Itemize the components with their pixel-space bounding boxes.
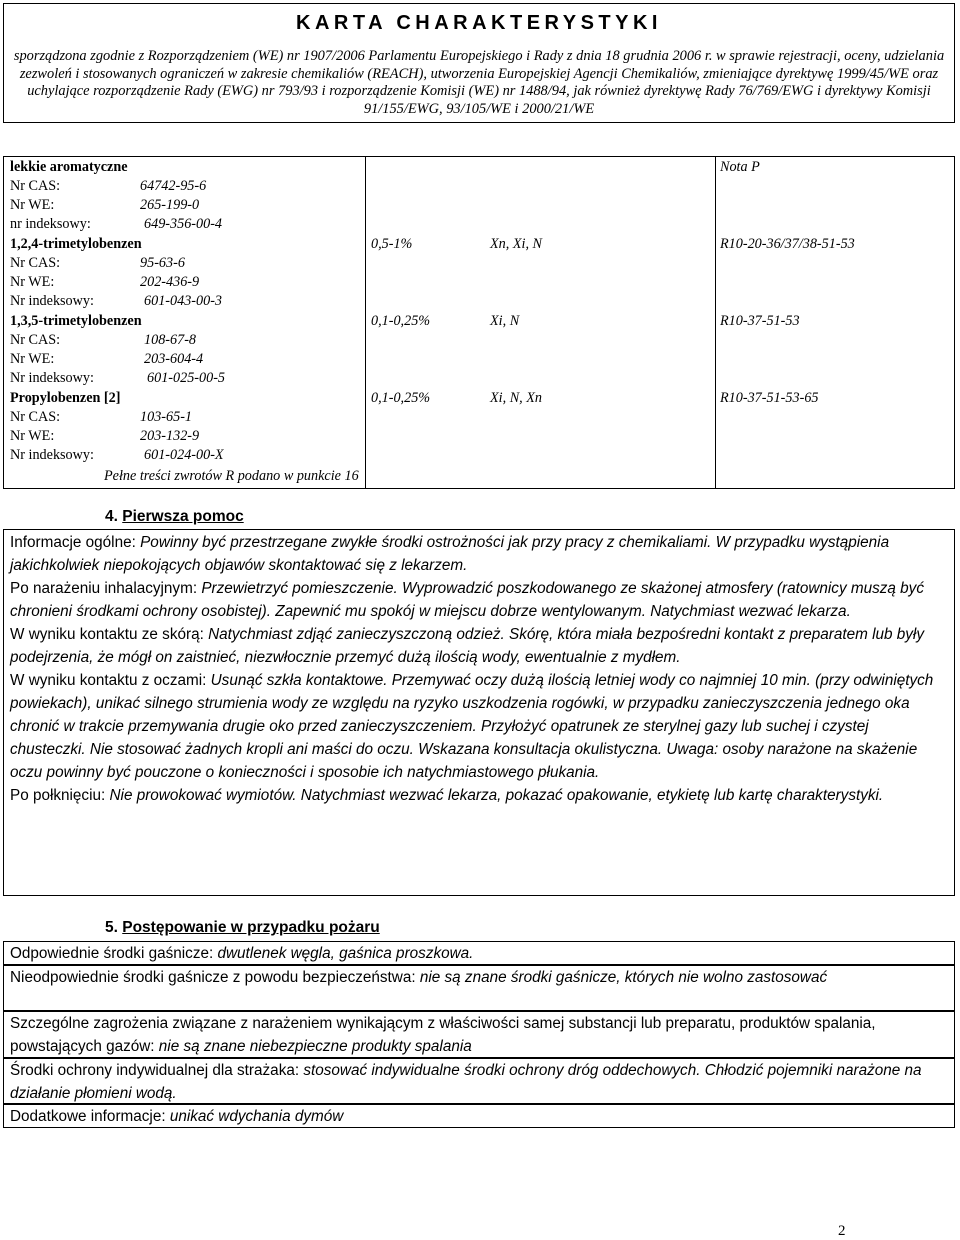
first-aid-eyes-label: W wyniku kontaktu z oczami: [10, 672, 211, 689]
cas-number: 108-67-8 [144, 332, 197, 348]
fire-additional-row [3, 1104, 955, 1128]
we-label: Nr WE: [10, 428, 55, 444]
cas-label: Nr CAS: [10, 332, 61, 348]
cas-number: 64742-95-6 [140, 178, 207, 194]
we-number: 203-604-4 [144, 351, 204, 367]
document-header [3, 3, 955, 123]
first-aid-inhalation-label: Po narażeniu inhalacyjnym: [10, 580, 202, 597]
r-phrases: R10-20-36/37/38-51-53 [720, 236, 855, 252]
first-aid-skin-label: W wyniku kontaktu ze skórą: [10, 626, 209, 643]
index-label: Nr indeksowy: [10, 447, 94, 463]
index-number: 601-024-00-X [144, 447, 224, 463]
component-name: 1,2,4-trimetylobenzen [10, 236, 142, 252]
fire-protection-text: stosować indywidualne środki ochrony dróg oddechowych. Chłodzić pojemniki narażone na działanie płomieni wodą. [10, 1062, 922, 1102]
component-name: Propylobenzen [2] [10, 390, 121, 406]
first-aid-swallowing-text: Nie prowokować wymiotów. Natychmiast wezwać lekarza, pokazać opakowanie, etykietę lub kartę charakterystyki. [109, 787, 884, 804]
first-aid-box [3, 529, 955, 896]
section-5-heading: 5. Postępowanie w przypadku pożaru [105, 919, 380, 936]
fire-suitable-row [3, 941, 955, 965]
section-4-title [105, 507, 244, 527]
concentration: 0,5-1% [371, 236, 413, 252]
fire-additional-label: Dodatkowe informacje: [10, 1108, 170, 1125]
classification: Xn, Xi, N [490, 236, 543, 252]
first-aid-eyes-text: Usunąć szkła kontaktowe. Przemywać oczy dużą ilością letniej wody co najmniej 10 min. (przy odwiniętych powiekach), unikać silnego strumienia wody ze względu na ryzyko uszkodzenia rogówki, w przypadku zanieczyszczenia jednego oka chronić w trakcie przemywania drugie oko przed zanieczyszczeniem. Przyłożyć opatrunek ze sterylnej gazy lub suchej i czystej chusteczki. Nie stosować żadnych kropli ani maści do oczu. Wskazana konsultacja okulistyczna. Uwaga: osoby narażone na skażenie oczu powinny być pouczone o konieczności i sposobie ich natychmiastowego płukania. [10, 672, 934, 781]
concentration: 0,1-0,25% [371, 313, 431, 329]
fire-unsuitable-text: nie są znane środki gaśnicze, których nie wolno zastosować [419, 969, 828, 986]
r-phrases: R10-37-51-53 [720, 313, 800, 329]
components-table [3, 156, 955, 489]
cas-label: Nr CAS: [10, 178, 61, 194]
fire-protection-label: Środki ochrony indywidualnej dla strażaka: [10, 1062, 304, 1079]
index-number: 649-356-00-4 [144, 216, 223, 232]
classification: Xi, N, Xn [490, 390, 543, 406]
index-label: Nr indeksowy: [10, 293, 94, 309]
fire-additional-text: unikać wdychania dymów [169, 1108, 344, 1125]
r-phrases: Nota P [720, 159, 760, 175]
first-aid-skin [4, 623, 954, 669]
fire-hazards-row [3, 1011, 955, 1058]
cas-label: Nr CAS: [10, 255, 61, 271]
section-4-heading-text: Pierwsza pomoc [122, 508, 244, 525]
we-label: Nr WE: [10, 274, 55, 290]
section-4-heading: 4. Pierwsza pomoc [105, 508, 244, 525]
fire-hazards-label: Szczególne zagrożenia związane z narażeniem wynikającym z właściwości samej substancji lub preparatu, produktów spalania, powstających gazów: [10, 1015, 876, 1055]
section-5-heading-text: Postępowanie w przypadku pożaru [122, 919, 380, 936]
regulation-subtitle: sporządzona zgodnie z Rozporządzeniem (WE) nr 1907/2006 Parlamentu Europejskiego i Rady z dnia 18 grudnia 2006 r. w sprawie rejestracji, oceny, udzielania zezwoleń i stosowanych ograniczeń w zakresie chemikaliów (REACH), utworzenia Europejskiej Agencji Chemikaliów, zmieniające dyrektywę 1999/45/WE oraz uchylające rozporządzenie Rady (EWG) nr 793/93 i rozporządzenie Komisji (WE) nr 1488/94, jak również dyrektywę Rady 76/769/EWG i dyrektywy Komisji 91/155/EWG, 93/105/WE i 2000/21/WE [13, 48, 945, 117]
fire-unsuitable-row [3, 965, 955, 1011]
fire-unsuitable-text-block [4, 966, 954, 989]
component-name: 1,3,5-trimetylobenzen [10, 313, 142, 329]
first-aid-skin-text: Natychmiast zdjąć zanieczyszczoną odzież. Skórę, która miała bezpośredni kontakt z preparatem lub były podejrzenia, że mógł on zaistnieć, niezwłocznie przemyć dużą ilością wody, ewentualnie z mydłem. [10, 626, 924, 666]
first-aid-swallowing [4, 784, 954, 807]
fire-protection-text-block [4, 1059, 954, 1105]
first-aid-general [4, 531, 954, 577]
index-number: 601-043-00-3 [144, 293, 223, 309]
we-label: Nr WE: [10, 351, 55, 367]
we-number: 202-436-9 [140, 274, 200, 290]
index-label: nr indeksowy: [10, 216, 91, 232]
we-number: 265-199-0 [140, 197, 200, 213]
document-title: KARTA CHARAKTERYSTYKI [296, 12, 662, 34]
we-label: Nr WE: [10, 197, 55, 213]
fire-additional-text-block [4, 1105, 954, 1128]
section-5-title [105, 918, 380, 938]
fire-hazards-text-block [4, 1012, 954, 1058]
index-number: 601-025-00-5 [147, 370, 226, 386]
r-phrases: R10-37-51-53-65 [720, 390, 819, 406]
cas-number: 95-63-6 [140, 255, 185, 271]
fire-suitable-text-block [4, 942, 954, 965]
first-aid-general-label: Informacje ogólne: [10, 534, 141, 551]
cas-label: Nr CAS: [10, 409, 61, 425]
first-aid-swallowing-label: Po połknięciu: [10, 787, 110, 804]
index-label: Nr indeksowy: [10, 370, 94, 386]
first-aid-general-text: Powinny być przestrzegane zwykłe środki ostrożności jak przy pracy z chemikaliami. W przypadku wystąpienia jakichkolwiek niepokojących objawów skontaktować się z lekarzem. [10, 534, 890, 574]
we-number: 203-132-9 [140, 428, 200, 444]
table-divider [365, 157, 366, 488]
component-name: lekkie aromatyczne [10, 159, 128, 175]
first-aid-inhalation-text: Przewietrzyć pomieszczenie. Wyprowadzić poszkodowanego ze skażonej atmosfery (ratownicy muszą być chronieni środkami ochrony osobistej). Zapewnić mu spokój w miejscu dobrze wentylowanym. Natychmiast wezwać lekarza. [10, 580, 924, 620]
classification: Xi, N [490, 313, 520, 329]
r-phrases-footnote: Pełne treści zwrotów R podano w punkcie 16 [104, 468, 359, 484]
fire-hazards-text: nie są znane niebezpieczne produkty spalania [158, 1038, 472, 1055]
first-aid-inhalation [4, 577, 954, 623]
fire-suitable-label: Odpowiednie środki gaśnicze: [10, 945, 218, 962]
fire-protection-row [3, 1058, 955, 1104]
concentration: 0,1-0,25% [371, 390, 431, 406]
cas-number: 103-65-1 [140, 409, 193, 425]
fire-unsuitable-label: Nieodpowiednie środki gaśnicze z powodu bezpieczeństwa: [10, 969, 420, 986]
fire-suitable-text: dwutlenek węgla, gaśnica proszkowa. [217, 945, 474, 962]
first-aid-eyes [4, 669, 954, 784]
table-divider [715, 157, 716, 488]
page-number: 2 [838, 1223, 846, 1239]
